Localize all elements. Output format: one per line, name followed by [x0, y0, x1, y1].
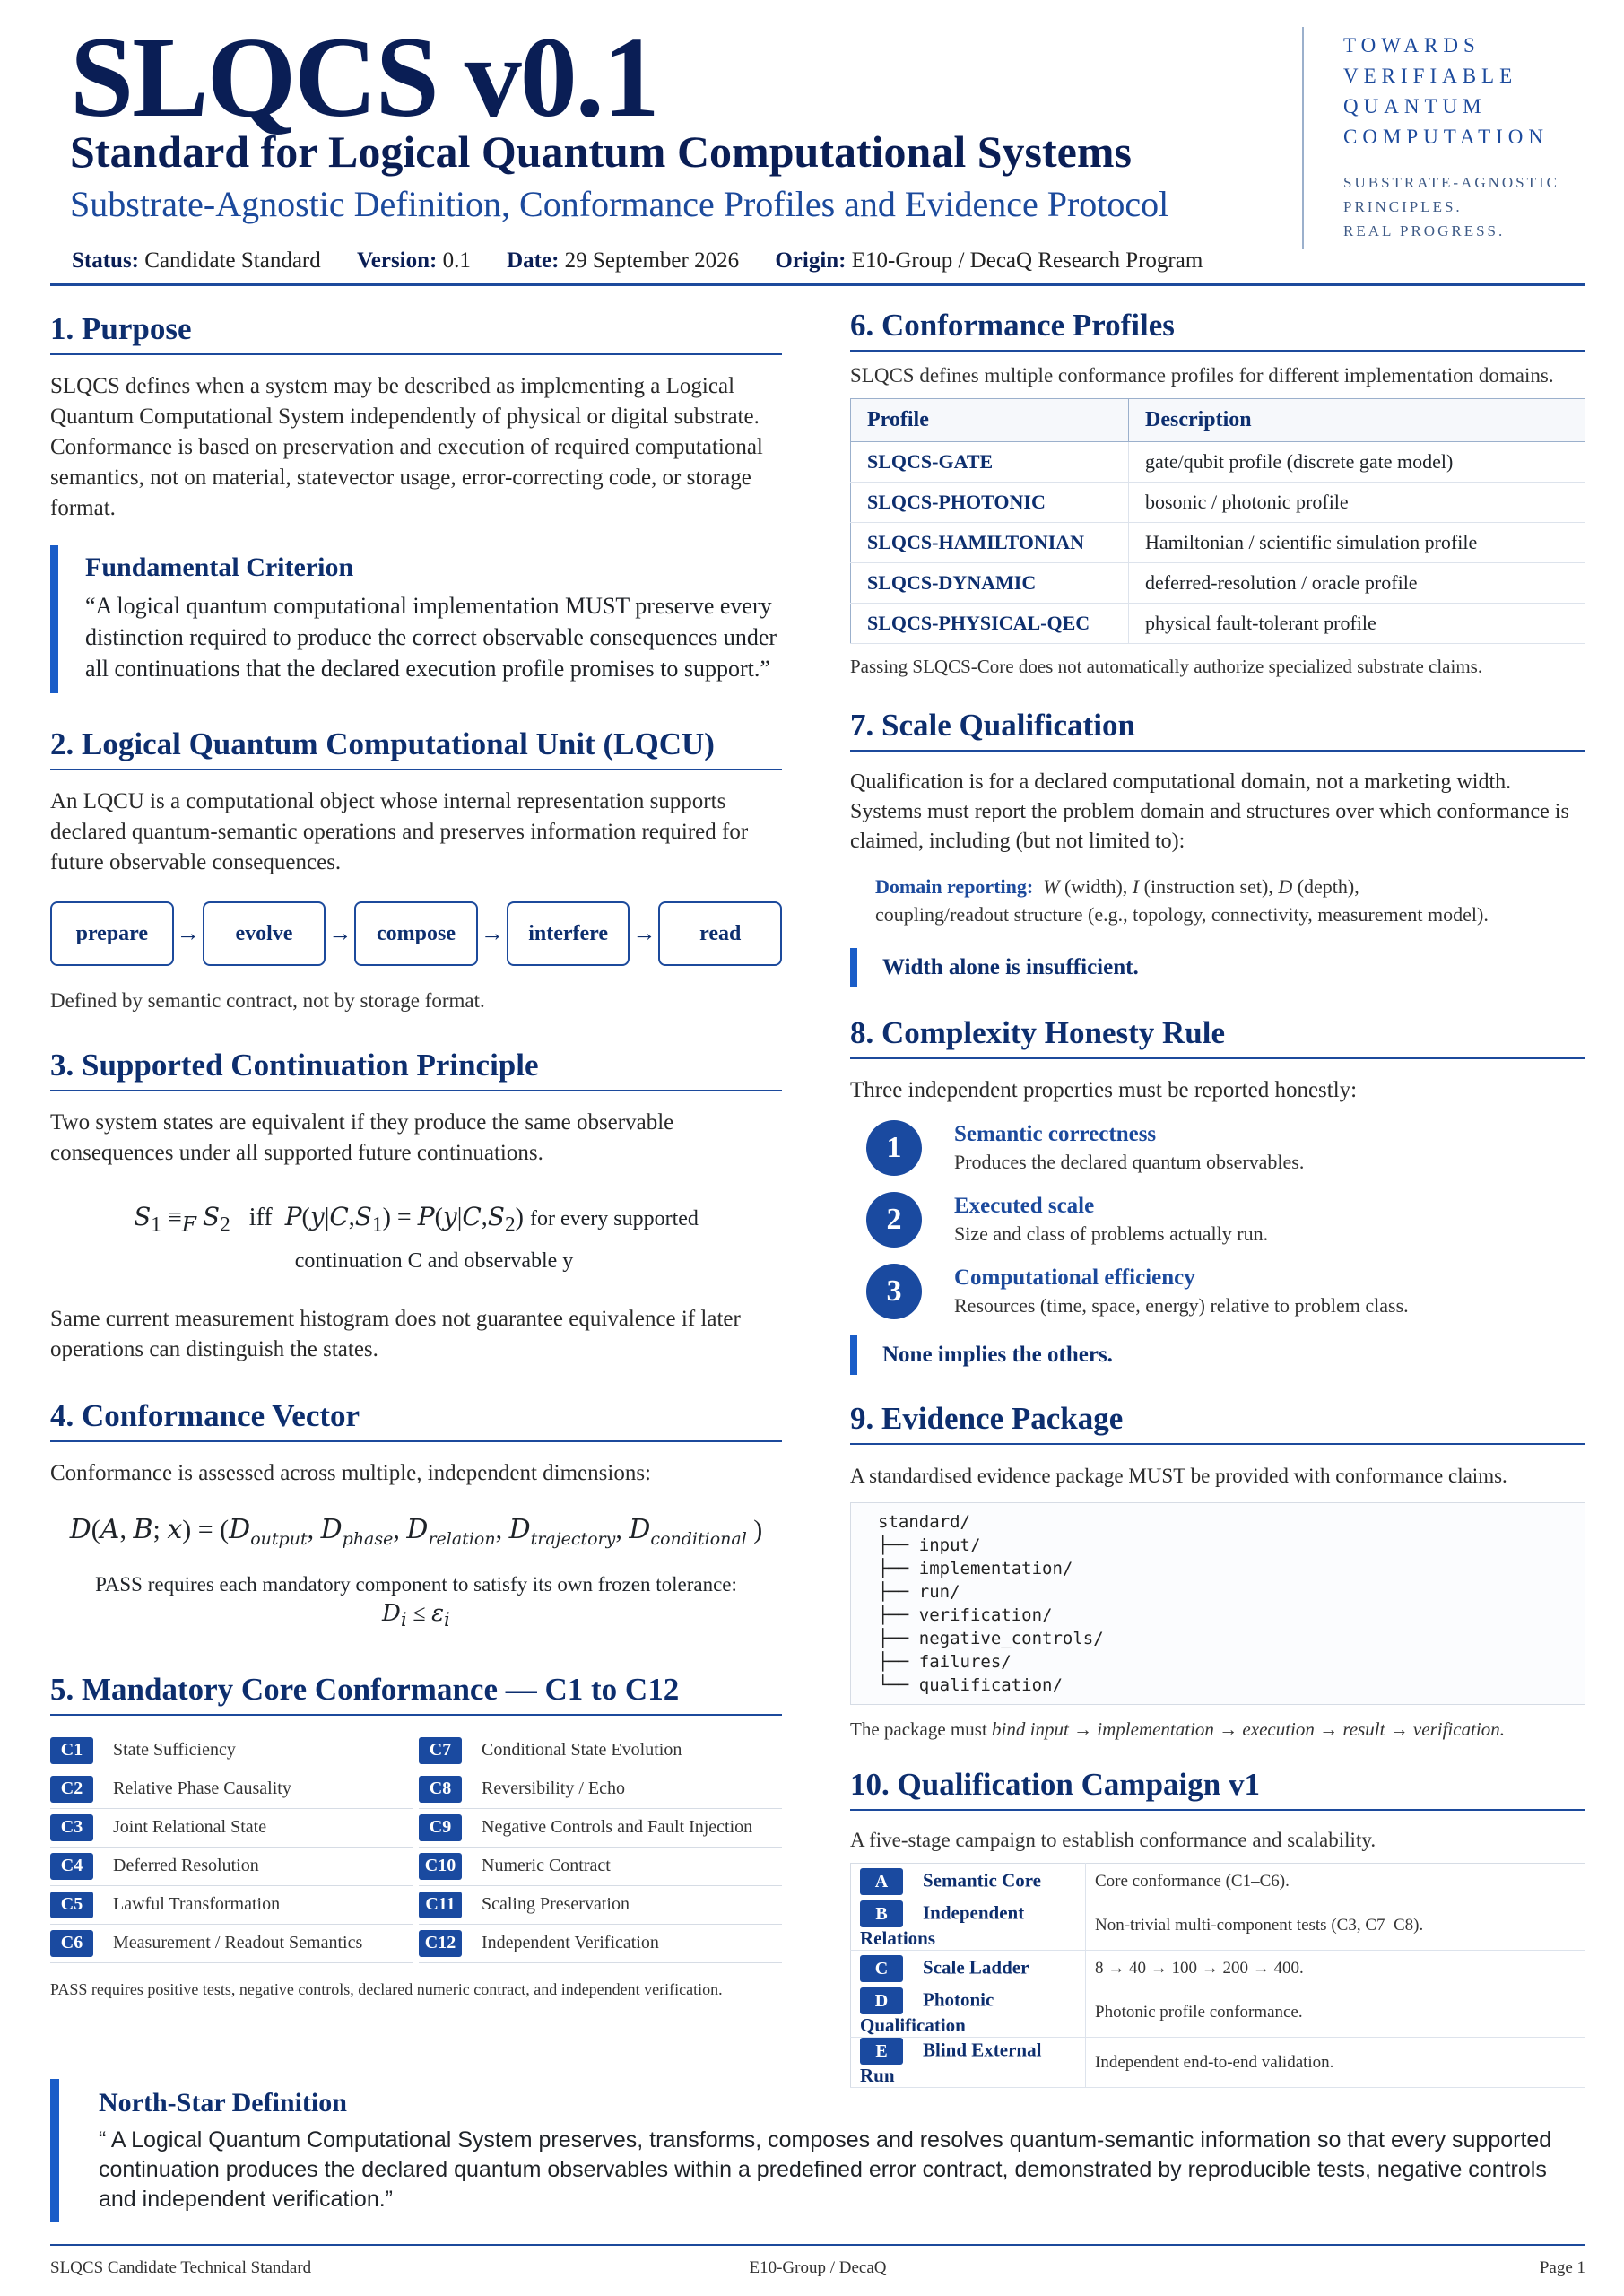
- conformance-vector-formula: D(A, B; $x) = (D_{output}$, $D_{phase}$, $D_{relation}$, $D_{trajectory}$, $D_{conditional}$ ): [69, 1513, 763, 1549]
- arrow-right-icon: →: [328, 920, 352, 946]
- code-badge: C8: [419, 1776, 462, 1803]
- code-badge: C12: [419, 1930, 462, 1957]
- side-title: TOWARDS VERIFIABLE QUANTUM COMPUTATION: [1343, 34, 1549, 148]
- table-row: SLQCS-GATE gate/qubit profile (discrete gate model): [851, 442, 1585, 483]
- section-conformance-vector: [50, 1397, 782, 1635]
- pass-criterion: PASS requires each mandatory component to satisfy its own frozen tolerance: $D_i \le \varepsilon_i$: [50, 1570, 782, 1635]
- code-badge: C9: [419, 1814, 462, 1841]
- section-body: A standardised evidence package MUST be provided with conformance claims.: [850, 1465, 1507, 1487]
- domain-reporting: Domain reporting: W (width), I (instruction set), D (depth), coupling/readout structure (e.g., topology, connectivity, measurement model).: [875, 875, 1489, 926]
- page-number: Page 1: [1539, 2258, 1585, 2277]
- list-item: 2 Executed scale Size and class of problems actually run.: [866, 1192, 1585, 1248]
- list-item: 3 Computational efficiency Resources (time, space, energy) relative to problem class.: [866, 1264, 1585, 1319]
- page-header: [0, 0, 1624, 287]
- table-row: E Blind External Run Independent end-to-end validation.: [851, 2038, 1585, 2088]
- document-tagline: Substrate-Agnostic Definition, Conformance Profiles and Evidence Protocol: [70, 184, 1169, 224]
- column-header-profile: Profile: [851, 399, 1129, 442]
- core-item: C2 Relative Phase Causality: [50, 1770, 413, 1809]
- section-title: 5. Mandatory Core Conformance — C1 to C12: [50, 1671, 782, 1716]
- core-item: C1 State Sufficiency: [50, 1732, 413, 1770]
- evidence-directory-tree: standard/ ├── input/ ├── implementation/ ├── run/ ├── verification/ ├── negative_controls/ ├── failures/ └── qualification/: [850, 1502, 1585, 1705]
- flow-step-interfere: interfere: [507, 901, 630, 966]
- section-title: 8. Complexity Honesty Rule: [850, 1014, 1585, 1059]
- section-note: The package must bind input → implementation → execution → result → verification.: [850, 1718, 1505, 1740]
- table-header-row: [851, 399, 1585, 442]
- formula-text-2: continuation C and observable y: [294, 1248, 574, 1273]
- core-item: C7 Conditional State Evolution: [419, 1732, 782, 1770]
- flow-step-evolve: evolve: [203, 901, 326, 966]
- section-note: Same current measurement histogram does not guarantee equivalence if later operations can distinguish the states.: [50, 1306, 741, 1361]
- code-badge: C11: [419, 1892, 462, 1918]
- stage-badge: B: [860, 1900, 903, 1927]
- section-body: An LQCU is a computational object whose internal representation supports declared quantum-semantic operations and preserves information required for future observable consequences.: [50, 789, 749, 874]
- section-title: 1. Purpose: [50, 310, 782, 355]
- core-item: C6 Measurement / Readout Semantics: [50, 1925, 413, 1963]
- table-row: B Independent Relations Non-trivial multi-component tests (C3, C7–C8).: [851, 1900, 1585, 1951]
- document-subtitle: Standard for Logical Quantum Computational Systems: [70, 126, 1132, 177]
- core-item: C9 Negative Controls and Fault Injection: [419, 1809, 782, 1848]
- core-item: C11 Scaling Preservation: [419, 1886, 782, 1925]
- section-body: Three independent properties must be reported honestly:: [850, 1078, 1358, 1102]
- table-row: A Semantic Core Core conformance (C1–C6).: [851, 1864, 1585, 1900]
- arrow-right-icon: →: [176, 920, 200, 946]
- code-badge: C6: [50, 1930, 93, 1957]
- section-evidence: [850, 1400, 1585, 1743]
- meta-version-label: Version:: [357, 248, 438, 273]
- code-badge: C1: [50, 1737, 93, 1764]
- core-conformance-grid: [50, 1732, 782, 1963]
- pass-text: PASS requires each mandatory component to satisfy its own frozen tolerance:: [95, 1572, 737, 1596]
- table-row: SLQCS-PHYSICAL-QEC physical fault-tolerant profile: [851, 604, 1585, 644]
- north-star-callout: [50, 2079, 1585, 2222]
- core-item: C12 Independent Verification: [419, 1925, 782, 1963]
- flow-step-compose: compose: [354, 901, 478, 966]
- section-title: 10. Qualification Campaign v1: [850, 1766, 1585, 1811]
- domain-label: Domain reporting:: [875, 875, 1034, 898]
- table-row: SLQCS-HAMILTONIAN Hamiltonian / scientific simulation profile: [851, 523, 1585, 563]
- section-profiles: [850, 307, 1585, 680]
- meta-date-value: 29 September 2026: [564, 248, 740, 273]
- section-body: SLQCS defines when a system may be described as implementing a Logical Quantum Computational System independently of physical or digital substrate. Conformance is based on preservation and execution of required computational semantics, not on material, statevector usage, error-correcting code, or storage format.: [50, 374, 763, 520]
- code-badge: C7: [419, 1737, 462, 1764]
- fundamental-criterion-callout: [50, 545, 782, 693]
- profiles-table: [850, 398, 1585, 644]
- none-implies-note: None implies the others.: [850, 1335, 1585, 1375]
- callout-quote: “A logical quantum computational implementation MUST preserve every distinction required to produce the correct observable consequences under all continuations that the declared execution profile promises to support.”: [85, 593, 777, 682]
- list-item: 1 Semantic correctness Produces the declared quantum observables.: [866, 1120, 1585, 1176]
- section-body: A five-stage campaign to establish conformance and scalability.: [850, 1829, 1376, 1851]
- callout-title: Fundamental Criterion: [85, 552, 354, 582]
- section-body: Two system states are equivalent if they produce the same observable consequences under all supported future continuations.: [50, 1110, 674, 1165]
- stage-badge: C: [860, 1955, 903, 1982]
- section-body: Conformance is assessed across multiple, independent dimensions:: [50, 1460, 652, 1485]
- section-scale: [850, 707, 1585, 987]
- section-note: PASS requires positive tests, negative controls, declared numeric contract, and independent verification.: [50, 1979, 723, 1998]
- section-lqcu: [50, 726, 782, 1014]
- code-badge: C5: [50, 1892, 93, 1918]
- table-row: SLQCS-DYNAMIC deferred-resolution / oracle profile: [851, 563, 1585, 604]
- core-item: C4 Deferred Resolution: [50, 1848, 413, 1886]
- header-rule: [50, 283, 1585, 286]
- section-title: 4. Conformance Vector: [50, 1397, 782, 1442]
- column-header-description: Description: [1129, 399, 1585, 442]
- meta-date-label: Date:: [507, 248, 560, 273]
- number-badge: 1: [866, 1120, 922, 1176]
- section-body: SLQCS defines multiple conformance profiles for different implementation domains.: [850, 364, 1554, 387]
- campaign-table: [850, 1863, 1585, 2088]
- core-item: C3 Joint Relational State: [50, 1809, 413, 1848]
- meta-version-value: 0.1: [442, 248, 471, 273]
- callout-quote: “ A Logical Quantum Computational System preserves, transforms, composes and resolves quantum-semantic information so that every supported continuation produces the declared quantum observables within a predefined error contract, demonstrated by reproducible tests, negative controls and independent verification.”: [99, 2127, 1552, 2212]
- meta-status-label: Status:: [72, 248, 140, 273]
- section-note: Passing SLQCS-Core does not automatically authorize specialized substrate claims.: [850, 656, 1483, 677]
- meta-origin-value: E10-Group / DecaQ Research Program: [851, 248, 1203, 273]
- core-item: C8 Reversibility / Echo: [419, 1770, 782, 1809]
- number-badge: 3: [866, 1264, 922, 1319]
- formula-text: for every supported: [529, 1207, 699, 1231]
- section-title: 9. Evidence Package: [850, 1400, 1585, 1445]
- stage-badge: E: [860, 2038, 903, 2065]
- section-title: 7. Scale Qualification: [850, 707, 1585, 752]
- arrow-right-icon: →: [480, 920, 504, 946]
- document-title: SLQCS v0.1: [70, 13, 658, 141]
- section-title: 2. Logical Quantum Computational Unit (LQCU): [50, 726, 782, 770]
- section-core-conformance: [50, 1671, 782, 2003]
- lqcu-flow-diagram: [50, 901, 782, 966]
- section-title: 3. Supported Continuation Principle: [50, 1047, 782, 1091]
- code-badge: C4: [50, 1853, 93, 1880]
- number-badge: 2: [866, 1192, 922, 1248]
- table-row: SLQCS-PHOTONIC bosonic / photonic profile: [851, 483, 1585, 523]
- side-subtitle: SUBSTRATE-AGNOSTIC PRINCIPLES. REAL PROGRESS.: [1343, 174, 1560, 239]
- stage-badge: D: [860, 1987, 903, 2014]
- section-campaign: [850, 1766, 1585, 2088]
- table-row: C Scale Ladder 8 → 40 → 100 → 200 → 400.: [851, 1951, 1585, 1987]
- meta-status-value: Candidate Standard: [144, 248, 321, 273]
- footer-left: SLQCS Candidate Technical Standard: [50, 2258, 312, 2277]
- domain-rest: coupling/readout structure (e.g., topology, connectivity, measurement model).: [875, 903, 1489, 926]
- core-item: C5 Lawful Transformation: [50, 1886, 413, 1925]
- callout-title: North-Star Definition: [99, 2088, 347, 2118]
- table-row: D Photonic Qualification Photonic profile conformance.: [851, 1987, 1585, 2038]
- code-badge: C10: [419, 1853, 462, 1880]
- page-footer: [50, 2244, 1585, 2277]
- section-complexity: [850, 1014, 1585, 1375]
- code-badge: C3: [50, 1814, 93, 1841]
- meta-origin-label: Origin:: [775, 248, 847, 273]
- document-meta: [72, 249, 1203, 272]
- section-continuation: [50, 1047, 782, 1365]
- right-column: [850, 301, 1585, 2088]
- section-purpose: [50, 310, 782, 693]
- flow-step-read: read: [658, 901, 782, 966]
- section-body: Qualification is for a declared computational domain, not a marketing width. Systems must report the problem domain and structures over which conformance is claimed, including (but not limited to):: [850, 770, 1569, 853]
- header-divider: [1302, 27, 1304, 249]
- footer-center: E10-Group / DecaQ: [749, 2258, 887, 2277]
- left-column: [50, 301, 782, 2003]
- complexity-list: [850, 1120, 1585, 1319]
- core-item: C10 Numeric Contract: [419, 1848, 782, 1886]
- equivalence-formula: $S_1 \equiv_F$ $S_2$ iff $P(y|C,S_1) = P(y|C,S_2)$ for every supported continuation C and observable y: [50, 1199, 782, 1279]
- code-badge: C2: [50, 1776, 93, 1803]
- section-note: Defined by semantic contract, not by storage format.: [50, 989, 485, 1012]
- section-title: 6. Conformance Profiles: [850, 307, 1585, 352]
- arrow-right-icon: →: [632, 920, 656, 946]
- flow-step-prepare: prepare: [50, 901, 174, 966]
- width-note: Width alone is insufficient.: [850, 948, 1585, 987]
- stage-badge: A: [860, 1868, 903, 1895]
